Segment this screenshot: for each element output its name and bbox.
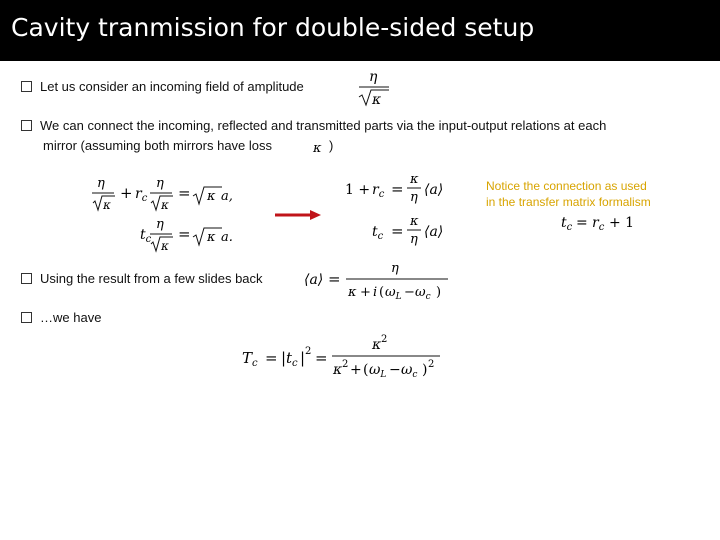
svg-text:2: 2 [305, 346, 312, 357]
right-arrow-icon [274, 209, 322, 221]
svg-text:rc: $r_c$ [135, 186, 148, 204]
svg-text:κ: κ [372, 92, 382, 108]
svg-text:ωc: $\omega_c$ [415, 285, 431, 301]
closing-paren: ) [329, 138, 334, 153]
svg-text:tc: $t_c$ [140, 227, 152, 245]
bullet-text: We can connect the incoming, reflected and transmitted parts via the input-output relations at each [40, 118, 607, 133]
svg-text:κ: κ [161, 239, 169, 253]
transfer-matrix-formula [559, 212, 637, 232]
svg-text:=: = [328, 270, 341, 288]
svg-text:⟨a⟩: ⟨a⟩ [424, 182, 444, 198]
svg-text:κ: κ [313, 141, 322, 156]
svg-text:=: = [178, 184, 191, 202]
svg-text:−: − [389, 362, 401, 378]
svg-text:κ: κ [103, 198, 111, 212]
svg-text:η: η [156, 217, 164, 232]
svg-text:=: = [265, 349, 278, 367]
checkbox-bullet-icon [21, 81, 32, 92]
svg-text:κ: κ [207, 230, 216, 245]
svg-text:=: = [391, 180, 404, 198]
svg-text:⟨a⟩: ⟨a⟩ [304, 272, 324, 288]
bullet-previous-result [21, 269, 263, 288]
svg-text:η: η [410, 190, 418, 205]
svg-text:η: η [97, 176, 105, 191]
bullet-text: …we have [40, 310, 102, 325]
cavity-field-formula [302, 259, 452, 301]
bullet-text: Let us consider an incoming field of amplitude [40, 79, 304, 94]
svg-text:|: | [300, 349, 306, 367]
svg-text:κ: κ [410, 214, 419, 229]
svg-text:|: | [281, 349, 287, 367]
svg-text:i: i [373, 285, 378, 300]
svg-text:): ) [436, 285, 442, 300]
transmission-formula [240, 332, 445, 382]
normalized-equations [343, 168, 447, 252]
svg-text:κ: κ [372, 337, 382, 353]
svg-text:η: η [369, 69, 378, 85]
svg-text:κ: κ [410, 172, 419, 187]
bullet-input-output-line2 [43, 136, 272, 155]
svg-text:+ 1: + 1 [609, 215, 635, 231]
svg-text:=: = [576, 215, 588, 231]
svg-text:tc: $t_c$ [561, 215, 573, 232]
svg-text:2: 2 [381, 334, 388, 345]
amplitude-formula [356, 66, 392, 108]
checkbox-bullet-icon [21, 120, 32, 131]
svg-text:tc: $t_c$ [286, 349, 298, 369]
bullet-text: Using the result from a few slides back [40, 271, 263, 286]
svg-text:2: 2 [342, 359, 349, 370]
svg-text:+: + [360, 285, 371, 300]
svg-text:tc: $t_c$ [372, 224, 384, 242]
svg-text:ωL: $\omega_L$ [369, 362, 387, 380]
svg-text:rc: $r_c$ [372, 182, 385, 200]
svg-text:=: = [178, 225, 191, 243]
svg-text:rc: $r_c$ [592, 215, 605, 232]
checkbox-bullet-icon [21, 312, 32, 323]
svg-text:−: − [404, 285, 415, 300]
svg-text:(: ( [379, 285, 385, 300]
svg-text:2: 2 [428, 359, 435, 370]
svg-text:a,: a, [221, 189, 233, 204]
svg-text:+: + [120, 184, 133, 202]
svg-text:η: η [391, 261, 399, 276]
svg-text:=: = [391, 222, 404, 240]
svg-text:η: η [410, 232, 418, 247]
svg-text:ωc: $\omega_c$ [401, 362, 418, 380]
bullet-we-have [21, 308, 101, 327]
svg-text:κ: κ [161, 198, 169, 212]
svg-text:κ: κ [207, 189, 216, 204]
svg-text:Tc: $T_c$ [242, 349, 258, 369]
svg-text:(: ( [363, 362, 369, 378]
slide-title: Cavity tranmission for double-sided setup [11, 13, 535, 42]
svg-text:η: η [156, 176, 164, 191]
bullet-input-output [21, 116, 606, 135]
svg-text:⟨a⟩: ⟨a⟩ [424, 224, 444, 240]
svg-text:=: = [315, 349, 328, 367]
input-output-equations [90, 168, 250, 258]
bullet-incoming-field [21, 77, 304, 96]
svg-text:κ: κ [348, 285, 357, 300]
svg-text:): ) [422, 362, 428, 378]
svg-text:+: + [350, 362, 362, 378]
kappa-symbol [311, 138, 327, 156]
svg-text:ωL: $\omega_L$ [385, 285, 402, 301]
svg-text:κ: κ [333, 362, 343, 378]
svg-text:a.: a. [221, 230, 233, 245]
transfer-matrix-note: Notice the connection as used in the transfer matrix formalism [486, 179, 651, 209]
title-bar [0, 0, 720, 61]
checkbox-bullet-icon [21, 273, 32, 284]
svg-text:1 +: 1 + [345, 182, 371, 198]
bullet-text: mirror (assuming both mirrors have loss [43, 138, 273, 153]
